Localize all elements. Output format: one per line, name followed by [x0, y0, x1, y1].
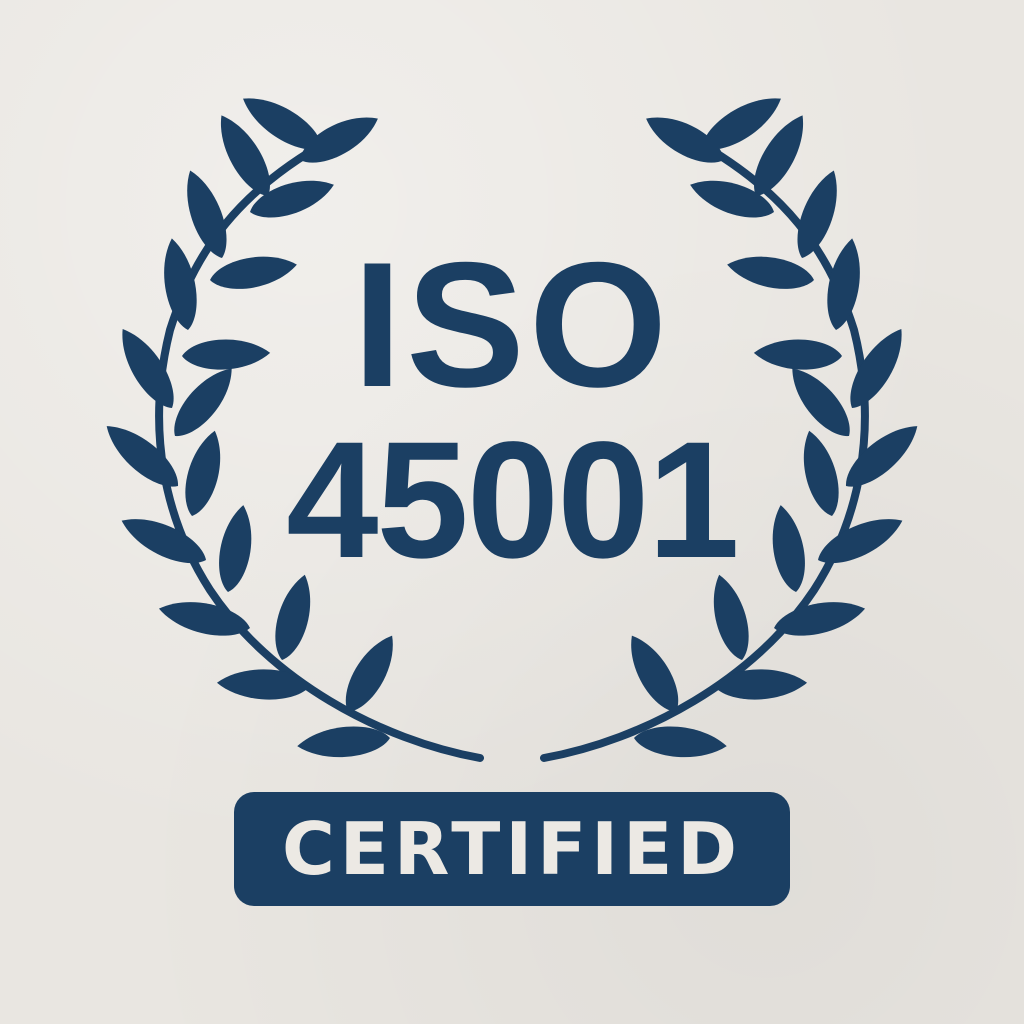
standard-number: 45001: [286, 408, 738, 593]
iso-heading: ISO: [352, 225, 672, 424]
certified-label: CERTIFIED: [281, 807, 743, 891]
certified-badge: [234, 792, 790, 906]
